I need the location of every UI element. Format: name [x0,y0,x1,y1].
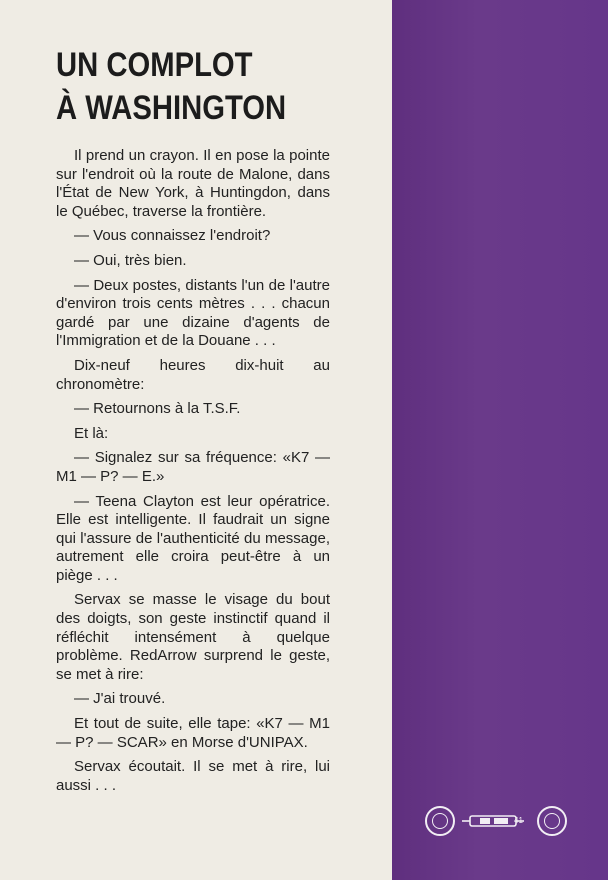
paragraph: — Signalez sur sa fréquence: «K7 — M1 — P? — E.» [56,449,330,485]
title-line-1: UN COMPLOT [56,46,253,84]
paragraph: Et tout de suite, elle tape: «K7 — M1 — P? — SCAR» en Morse d'UNIPAX. [56,715,330,751]
paragraph: Servax écoutait. Il se met à rire, lui aussi . . . [56,758,330,794]
publisher-seals [420,806,580,840]
seal-icon [537,806,567,836]
paragraph: Il prend un crayon. Il en pose la pointe sur l'endroit où la route de Malone, dans l'État de New York, à Huntingdon, dans le Québec, traverse la frontière. [56,147,330,220]
paragraph: — Teena Clayton est leur opératrice. Elle est intelligente. Il faudrait un signe qui l'assure de l'authenticité du message, autrement elle croira peut-être à un piège . . . [56,492,330,584]
paragraph: Et là: [74,424,109,442]
paragraph: — Retournons à la T.S.F. [74,400,241,418]
seal-icon [425,806,455,836]
title-line-2: À WASHINGTON [56,89,287,127]
excerpt-text [56,147,330,795]
paragraph: — Deux postes, distants l'un de l'autre d'environ trois cents mètres . . . chacun gardé par une dizaine d'agents de l'Immigration et de la Douane . . . [56,276,330,350]
seal-number: 41 [514,816,523,825]
paragraph: Servax se masse le visage du bout des doigts, son geste instinctif quand il réfléchit intensément à quelque problème. RedArrow surprend le geste, se met à rire: [56,591,330,683]
purple-cover-band [392,0,608,880]
paragraph: — Oui, très bien. [74,251,187,269]
paragraph: — J'ai trouvé. [74,690,166,708]
paragraph: — Vous connaissez l'endroit? [74,227,271,245]
book-title [56,44,340,130]
paragraph: Dix-neuf heures dix-huit au chronomètre: [56,356,330,393]
